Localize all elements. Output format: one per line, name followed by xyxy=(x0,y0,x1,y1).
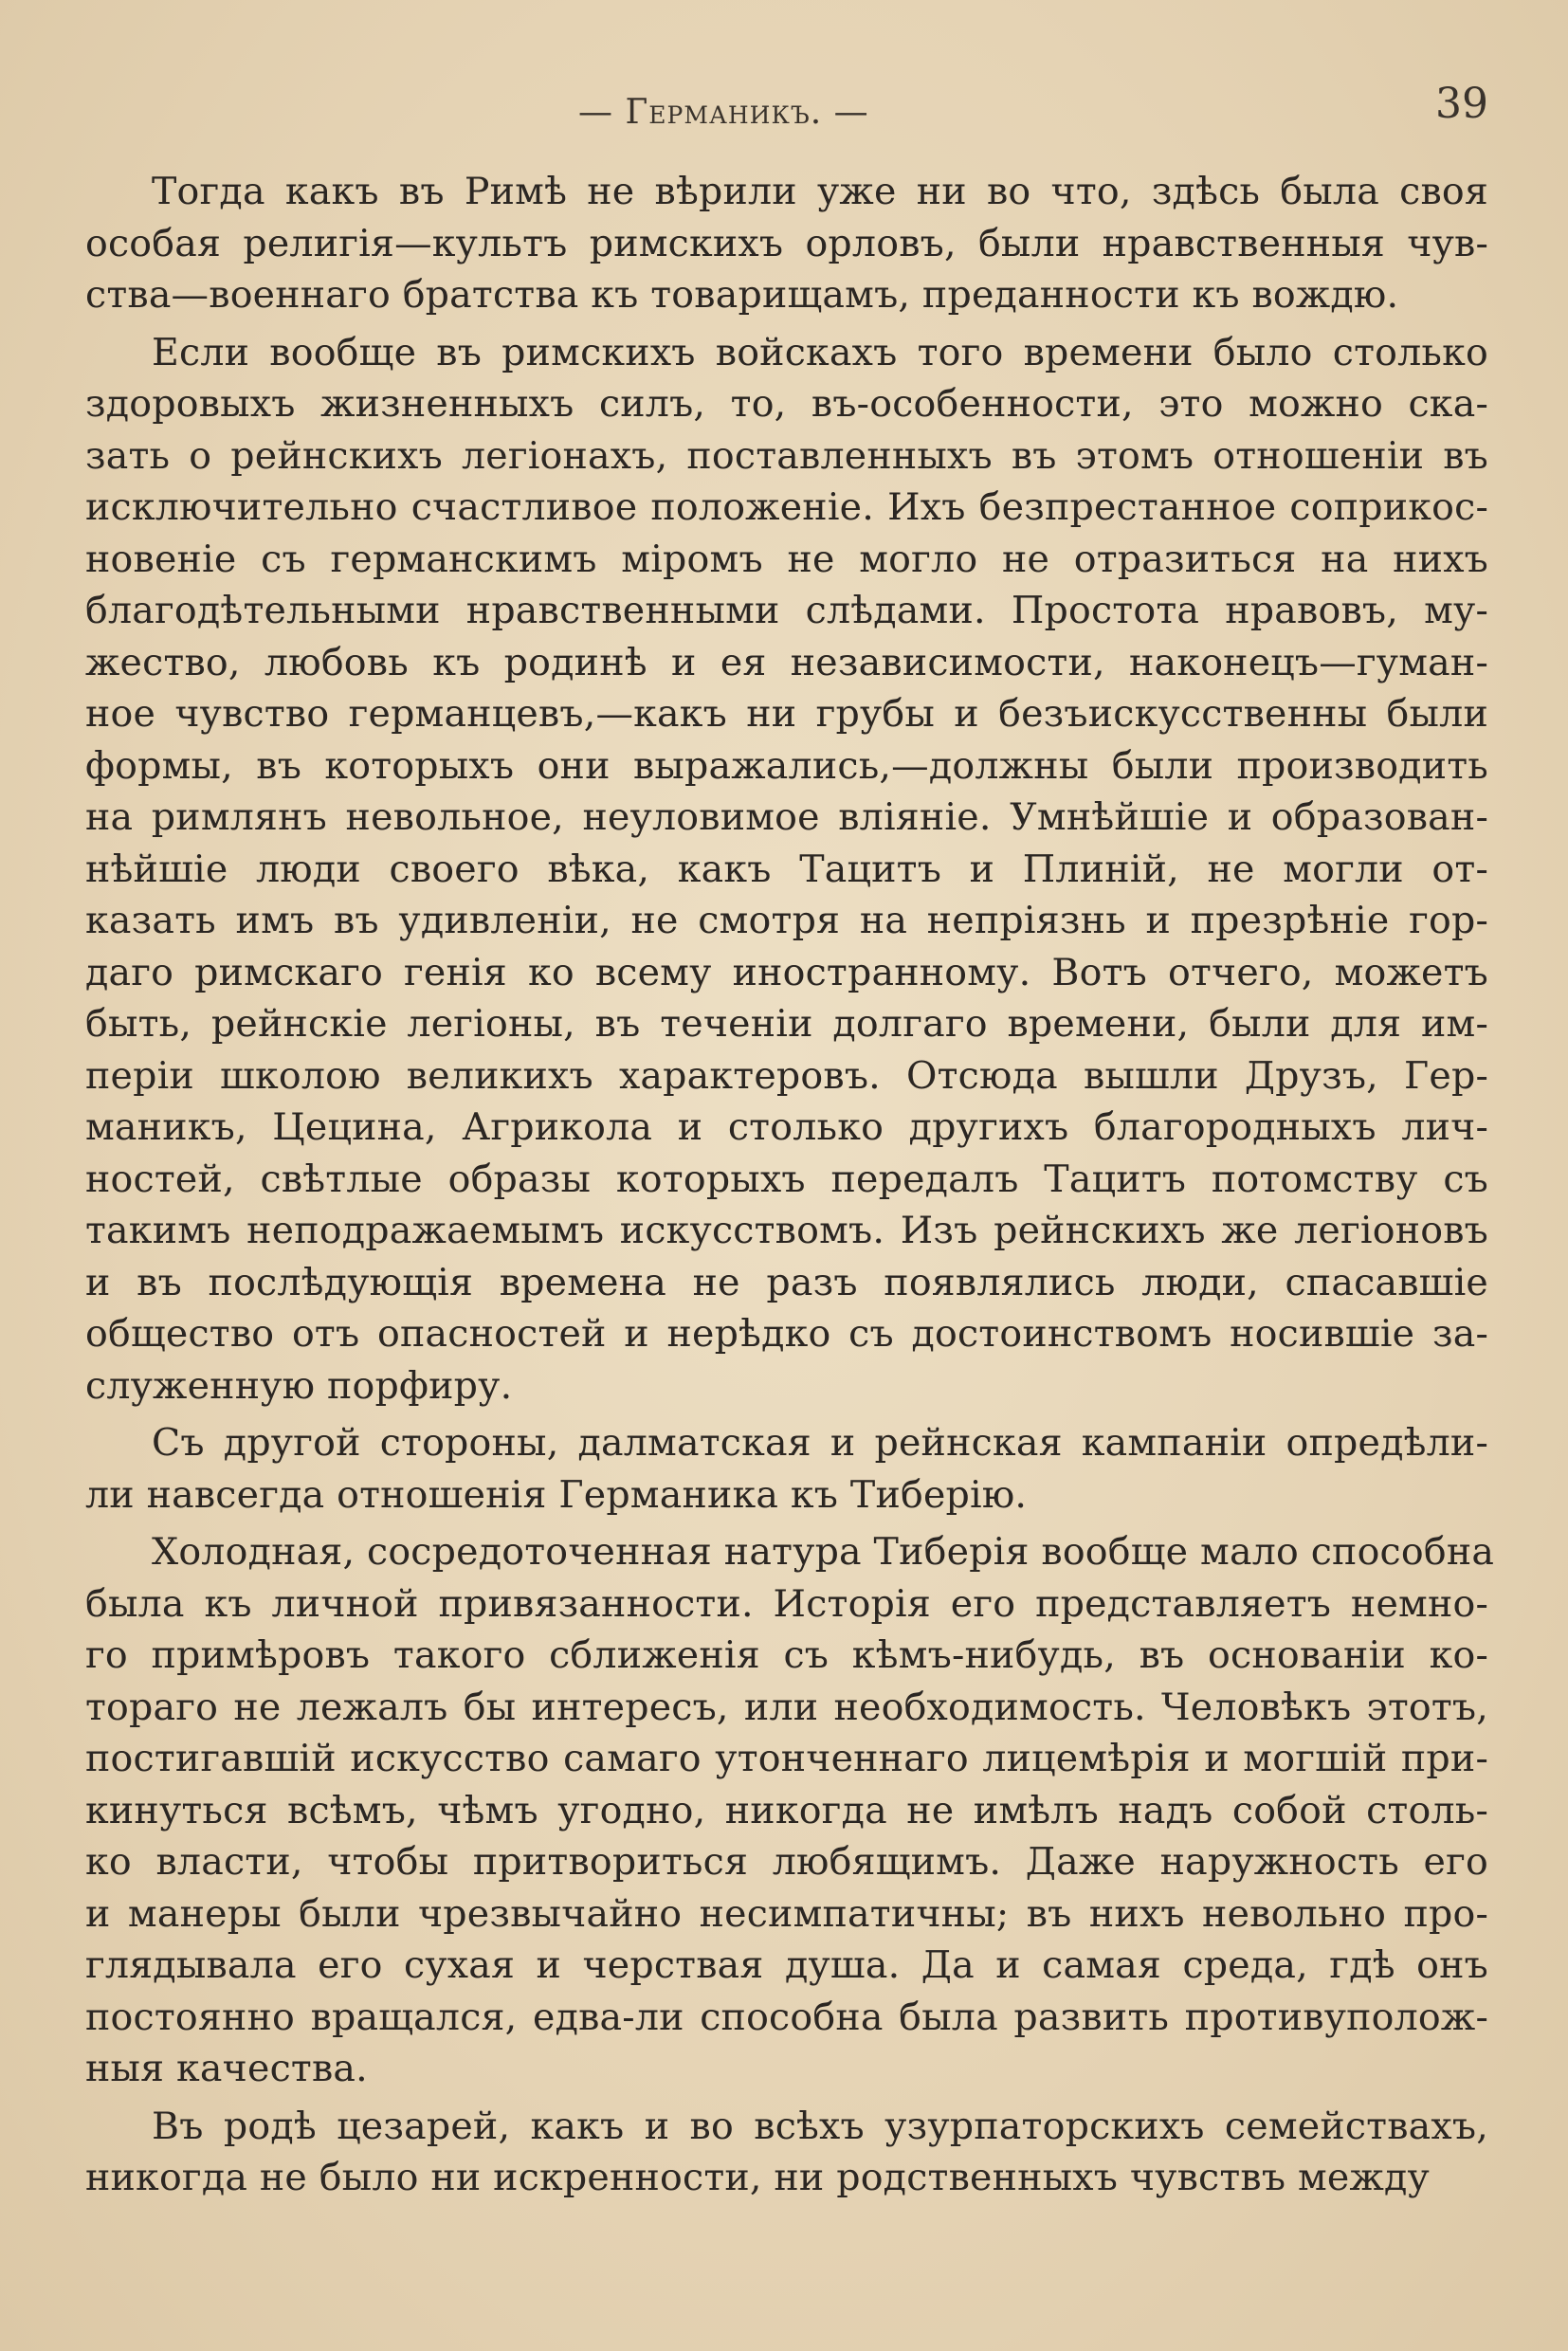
text-line: Холодная, сосредоточенная натура Тиберія вообще мало способна xyxy=(152,1530,1495,1574)
text-line: была къ личной привязанности. Исторія его представляетъ немно- xyxy=(85,1581,1488,1626)
book-page xyxy=(85,57,1495,2304)
running-title: — Германикъ. — xyxy=(578,93,869,132)
paragraph xyxy=(85,327,1488,1412)
text-line: маникъ, Цецина, Агрикола и столько другихъ благородныхъ лич- xyxy=(85,1105,1488,1149)
text-line: никогда не было ни искренности, ни родственныхъ чувствъ между xyxy=(85,2156,1430,2199)
paragraph xyxy=(85,166,1488,321)
text-line: благодѣтельными нравственными слѣдами. Простота нравовъ, му- xyxy=(85,589,1488,632)
text-line: зать о рейнскихъ легіонахъ, поставленныхъ въ этомъ отношеніи въ xyxy=(85,433,1488,478)
page-header xyxy=(85,76,1488,152)
text-line: и манеры были чрезвычайно несимпатичны; въ нихъ невольно про- xyxy=(85,1891,1488,1936)
text-line: Тогда какъ въ Римѣ не вѣрили уже ни во что, здѣсь была своя xyxy=(152,170,1488,213)
text-line: ко власти, чтобы притвориться любящимъ. Даже наружность его xyxy=(85,1840,1488,1884)
text-line: быть, рейнскіе легіоны, въ теченіи долгаго времени, были для им- xyxy=(85,1002,1488,1046)
text-line: ли навсегда отношенія Германика къ Тиберію. xyxy=(85,1472,1028,1517)
text-line: ныя качества. xyxy=(85,2047,368,2090)
text-line: ства—военнаго братства къ товарищамъ, преданности къ вождю. xyxy=(85,273,1399,317)
page-number: 39 xyxy=(1435,80,1488,128)
text-line: и въ послѣдующія времена не разъ появлялись люди, спасавшіе xyxy=(85,1260,1488,1304)
text-line: кинуться всѣмъ, чѣмъ угодно, никогда не имѣлъ надъ собой столь- xyxy=(85,1788,1488,1832)
text-line: ное чувство германцевъ,—какъ ни грубы и безъискусственны были xyxy=(85,692,1488,736)
text-line: постоянно вращался, едва-ли способна была развить противуполож- xyxy=(85,1995,1488,2039)
body-text xyxy=(85,166,1495,2210)
text-line: Если вообще въ римскихъ войскахъ того времени было столько xyxy=(152,330,1488,374)
text-line: новеніе съ германскимъ міромъ не могло не отразиться на нихъ xyxy=(85,537,1488,581)
text-line: общество отъ опасностей и нерѣдко съ достоинствомъ носившіе за- xyxy=(85,1312,1488,1356)
text-line: служенную порфиру. xyxy=(85,1363,513,1408)
text-line: ностей, свѣтлые образы которыхъ передалъ Тацитъ потомству съ xyxy=(85,1157,1488,1201)
text-line: формы, въ которыхъ они выражались,—должны были производить xyxy=(85,743,1488,788)
text-line: глядывала его сухая и черствая душа. Да и самая среда, гдѣ онъ xyxy=(85,1943,1488,1987)
text-line: постигавшій искусство самаго утонченнаго лицемѣрія и могшій при- xyxy=(85,1737,1488,1780)
text-line: на римлянъ невольное, неуловимое вліяніе. Умнѣйшіе и образован- xyxy=(85,795,1488,839)
text-line: особая религія—культъ римскихъ орловъ, были нравственныя чув- xyxy=(85,221,1488,265)
text-line: здоровыхъ жизненныхъ силъ, то, въ-особенности, это можно ска- xyxy=(85,382,1488,426)
text-line: тораго не лежалъ бы интересъ, или необходимость. Человѣкъ этотъ, xyxy=(85,1685,1488,1729)
text-line: даго римскаго генія ко всему иностранному. Вотъ отчего, можетъ xyxy=(85,950,1488,994)
text-line: исключительно счастливое положеніе. Ихъ безпрестанное соприкос- xyxy=(85,485,1488,529)
text-line: періи школою великихъ характеровъ. Отсюда вышли Друзъ, Гер- xyxy=(85,1053,1488,1098)
paragraph xyxy=(85,2101,1488,2204)
text-line: Съ другой стороны, далматская и рейнская кампаніи опредѣли- xyxy=(152,1421,1488,1465)
text-line: такимъ неподражаемымъ искусствомъ. Изъ рейнскихъ же легіоновъ xyxy=(85,1209,1488,1252)
text-line: нѣйшіе люди своего вѣка, какъ Тацитъ и Плиній, не могли от- xyxy=(85,847,1488,891)
text-line: жество, любовь къ родинѣ и ея независимости, наконецъ—гуман- xyxy=(85,640,1488,684)
paragraph xyxy=(85,1526,1495,2095)
text-line: Въ родѣ цезарей, какъ и во всѣхъ узурпаторскихъ семействахъ, xyxy=(152,2104,1488,2148)
text-line: го примѣровъ такого сближенія съ кѣмъ-нибудь, въ основаніи ко- xyxy=(85,1633,1488,1677)
paragraph xyxy=(85,1417,1488,1521)
text-line: казать имъ въ удивленіи, не смотря на непріязнь и презрѣніе гор- xyxy=(85,899,1488,942)
